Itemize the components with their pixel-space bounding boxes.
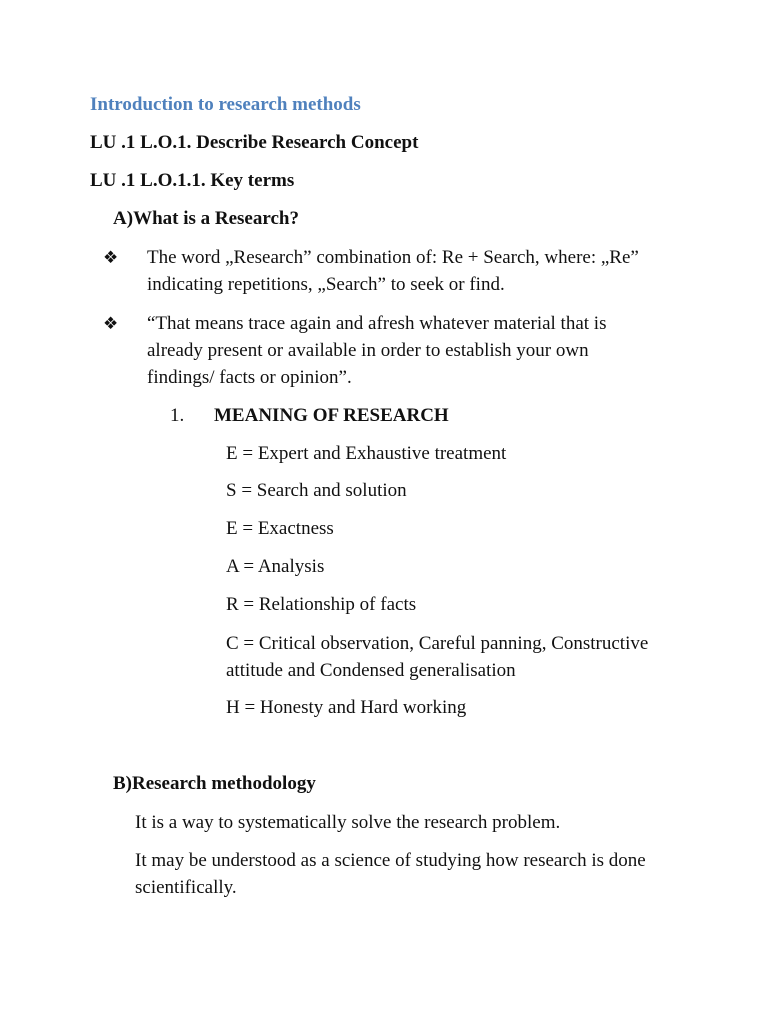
section-a-heading [113,208,299,230]
document-title: Introduction to research methods [90,94,361,115]
acronym-item: C = Critical observation, Careful panning, Constructive attitude and Condensed generalisation [226,633,649,681]
acronym-item: E = Exactness [226,518,334,539]
section-b-marker: B) [113,773,132,794]
methodology-paragraph: It may be understood as a science of studying how research is done scientifically. [135,850,646,898]
meaning-heading: MEANING OF RESEARCH [214,405,449,426]
key-terms-heading: LU .1 L.O.1.1. Key terms [90,170,295,191]
section-a-label: What is a Research? [133,208,299,229]
acronym-item: E = Expert and Exhaustive treatment [226,443,507,464]
acronym-item: A = Analysis [226,556,325,577]
meaning-number: 1. [170,405,185,426]
acronym-item: R = Relationship of facts [226,594,417,615]
learning-outcome-heading: LU .1 L.O.1. Describe Research Concept [90,132,419,153]
section-b-label: Research methodology [132,773,316,794]
bullet-diamond-icon: ❖ [103,314,119,333]
bullet-paragraph: “That means trace again and afresh whatever material that is already present or available in order to establish your own findings/ facts or opinion”. [147,313,607,388]
section-a-marker: A) [113,208,134,229]
bullet-paragraph: The word „Research” combination of: Re + Search, where: „Re” indicating repetitions, „Search” to seek or find. [147,247,639,295]
acronym-item: S = Search and solution [226,480,407,501]
methodology-paragraph: It is a way to systematically solve the research problem. [135,812,561,833]
section-b-heading [113,773,316,795]
bullet-diamond-icon: ❖ [103,248,119,267]
acronym-item: H = Honesty and Hard working [226,697,467,718]
